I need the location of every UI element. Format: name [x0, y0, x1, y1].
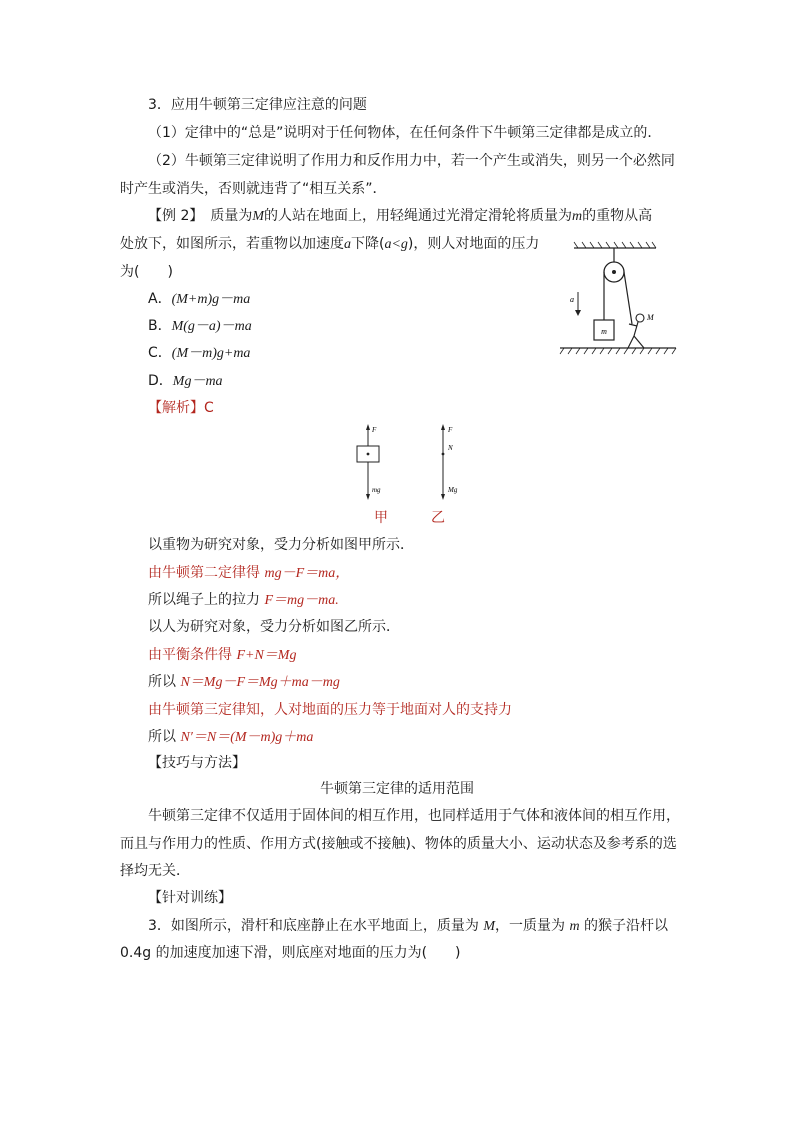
- tips-title: 牛顿第三定律的适用范围: [320, 781, 474, 797]
- fbd-jia-mg: mg: [372, 486, 381, 494]
- solution-line-8: 所以 N′＝N＝(M－m)g＋ma: [148, 729, 314, 745]
- fbd-yi-F: F: [448, 426, 453, 434]
- pulley-figure: [556, 240, 680, 360]
- tips-tag: 【技巧与方法】: [148, 755, 246, 771]
- option-b: B．M(g－a)－ma: [148, 318, 252, 334]
- option-c: C．(M－m)g+ma: [148, 345, 251, 361]
- solution-tag: 【解析】: [148, 400, 204, 416]
- solution-line-7: 由牛顿第三定律知，人对地面的压力等于地面对人的支持力: [148, 702, 512, 718]
- solution-line-2: 由牛顿第二定律得 mg－F＝ma，: [148, 565, 350, 581]
- solution-line-5: 由平衡条件得 F+N＝Mg: [148, 647, 297, 663]
- caption-yi: 乙: [431, 510, 445, 526]
- solution-heading: [148, 398, 214, 418]
- solution-line-3: 所以绳子上的拉力 F＝mg－ma.: [148, 592, 339, 608]
- fbd-yi-Mg: Mg: [448, 486, 458, 494]
- example-tag: 【例 2】: [148, 208, 197, 224]
- paragraph-2a: （2）牛顿第三定律说明了作用力和反作用力中，若一个产生或消失，则另一个必然同: [148, 153, 675, 169]
- section-heading: 3．应用牛顿第三定律应注意的问题: [148, 97, 367, 113]
- training-question-line-1: 3．如图所示，滑杆和底座静止在水平地面上，质量为 M，一质量为 m 的猴子沿杆以: [148, 918, 669, 934]
- fbd-jia-F: F: [372, 426, 377, 434]
- solution-line-6: 所以 N＝Mg－F＝Mg＋ma－mg: [148, 674, 340, 690]
- solution-answer: C: [204, 400, 214, 416]
- box-label-m: m: [601, 327, 607, 336]
- accel-label-a: a: [570, 295, 574, 304]
- caption-jia: 甲: [374, 510, 388, 526]
- free-body-diagrams: [342, 420, 482, 502]
- tips-para-3: 择均无关．: [120, 863, 190, 879]
- solution-line-4: 以人为研究对象，受力分析如图乙所示．: [148, 619, 400, 635]
- solution-line-1: 以重物为研究对象，受力分析如图甲所示．: [148, 537, 414, 553]
- training-tag: 【针对训练】: [148, 890, 232, 906]
- fbd-yi-N: N: [448, 444, 453, 452]
- example-line-3: 为( ): [120, 264, 173, 280]
- training-question-line-2: 0.4g 的加速度加速下滑，则底座对地面的压力为( ): [120, 945, 461, 961]
- option-d: D．Mg－ma: [148, 373, 223, 389]
- man-label-M: M: [647, 313, 654, 322]
- paragraph-1: （1）定律中的“总是”说明对于任何物体，在任何条件下牛顿第三定律都是成立的．: [148, 125, 662, 141]
- example-line-1: 【例 2】 质量为M的人站在地面上，用轻绳通过光滑定滑轮将质量为m的重物从高: [148, 208, 653, 224]
- option-a: A．(M+m)g－ma: [148, 291, 251, 307]
- example-line-2: 处放下，如图所示，若重物以加速度a下降(a<g)，则人对地面的压力: [120, 236, 540, 252]
- paragraph-2b: 时产生或消失，否则就违背了“相互关系”．: [120, 181, 387, 197]
- tips-para-1: 牛顿第三定律不仅适用于固体间的相互作用，也同样适用于气体和液体间的相互作用，: [148, 808, 680, 824]
- tips-para-2: 而且与作用力的性质、作用方式(接触或不接触)、物体的质量大小、运动状态及参考系的选: [120, 836, 677, 852]
